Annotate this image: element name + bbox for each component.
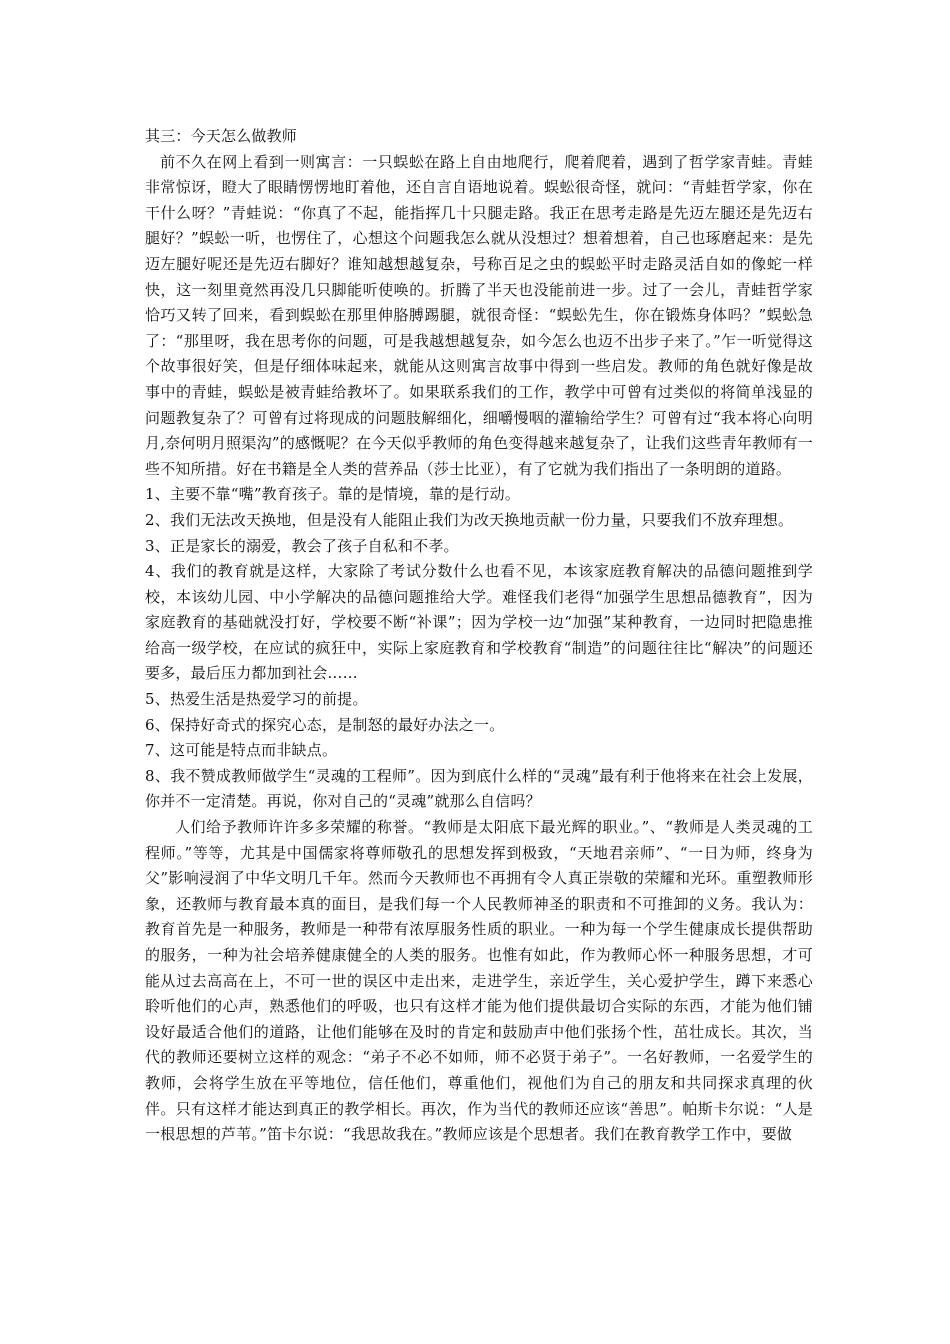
list-item: 1、主要不靠“嘴”教育孩子。靠的是情境，靠的是行动。 <box>145 485 521 504</box>
list-item: 7、这可能是特点而非缺点。 <box>145 741 338 760</box>
document-body <box>145 124 813 1148</box>
list-item: 8、我不赞成教师做学生“灵魂的工程师”。因为到底什么样的“灵魂”最有利于他将来在社会上发展，你并不一定清楚。再说，你对自己的“灵魂”就那么自信吗？ <box>145 766 813 811</box>
section-heading: 其三：今天怎么做教师 <box>145 127 298 145</box>
list-item: 4、我们的教育就是这样，大家除了考试分数什么也看不见，本该家庭教育解决的品德问题推到学校，本该幼儿园、中小学解决的品德问题推给大学。难怪我们老得“加强学生思想品德教育”，因为家庭教育的基础就没打好，学校要不断“补课”；因为学校一边“加强”某种教育，一边同时把隐患推给高一级学校，在应试的疯狂中，实际上家庭教育和学校教育“制造”的问题往往比“解决”的问题还要多，最后压力都加到社会…… <box>145 562 813 683</box>
list-item: 5、热爱生活是热爱学习的前提。 <box>145 690 368 709</box>
list-item: 3、正是家长的溺爱，教会了孩子自私和不孝。 <box>145 536 459 555</box>
intro-paragraph: 前不久在网上看到一则寓言：一只蜈蚣在路上自由地爬行，爬着爬着，遇到了哲学家青蛙。青蛙非常惊讶，瞪大了眼睛愣愣地盯着他，还自言自语地说着。蜈蚣很奇怪，就问：“青蛙哲学家，你在干什么呀？”青蛙说：“你真了不起，能指挥几十只腿走路。我正在思考走路是先迈左腿还是先迈右腿好？”蜈蚣一听，也愣住了，心想这个问题我怎么就从没想过？想着想着，自己也琢磨起来：是先迈左腿好呢还是先迈右脚好？谁知越想越复杂，号称百足之虫的蜈蚣平时走路灵活自如的像蛇一样快，这一刻里竟然再没几只脚能听使唤的。折腾了半天也没能前进一步。过了一会儿，青蛙哲学家恰巧又转了回来，看到蜈蚣在那里伸胳膊踢腿，就很奇怪：“蜈蚣先生，你在锻炼身体吗？”蜈蚣急了：“那里呀，我在思考你的问题，可是我越想越复杂，如今怎么也迈不出步子来了。”乍一听觉得这个故事很好笑，但是仔细体味起来，就能从这则寓言故事中得到一些启发。教师的角色就好像是故事中的青蛙，蜈蚣是被青蛙给教坏了。如果联系我们的工作，教学中可曾有过类似的将简单浅显的问题教复杂了？可曾有过将现成的问题肢解细化，细嚼慢咽的灌输给学生？可曾有过“我本将心向明月,奈何明月照渠沟”的感慨呢？在今天似乎教师的角色变得越来越复杂了，让我们这些青年教师有一些不知所措。好在书籍是全人类的营养品（莎士比亚），有了它就为我们指出了一条明朗的道路。 <box>145 152 813 478</box>
closing-paragraph: 人们给予教师许许多多荣耀的称誉。“教师是太阳底下最光辉的职业。”、“教师是人类灵魂的工程师。”等等，尤其是中国儒家将尊师敬孔的思想发挥到极致，“天地君亲师”、“一日为师，终身为父”影响浸润了中华文明几千年。然而今天教师也不再拥有令人真正崇敬的荣耀和光环。重塑教师形象，还教师与教育最本真的面目，是我们每一个人民教师神圣的职责和不可推卸的义务。我认为：教育首先是一种服务，教师是一种带有浓厚服务性质的职业。一种为每一个学生健康成长提供帮助的服务，一种为社会培养健康健全的人类的服务。也惟有如此，作为教师心怀一种服务思想，才可能从过去高高在上，不可一世的误区中走出来，走进学生，亲近学生，关心爱护学生，蹲下来悉心聆听他们的心声，熟悉他们的呼吸，也只有这样才能为他们提供最切合实际的东西，才能为他们铺设好最适合他们的道路，让他们能够在及时的肯定和鼓励声中他们张扬个性，茁壮成长。其次，当代的教师还要树立这样的观念：“弟子不必不如师，师不必贤于弟子”。一名好教师，一名爱学生的教师，会将学生放在平等地位，信任他们，尊重他们，视他们为自己的朋友和共同探求真理的伙伴。只有这样才能达到真正的教学相长。再次，作为当代的教师还应该“善思”。帕斯卡尔说：“人是一根思想的芦苇。”笛卡尔说：“我思故我在。”教师应该是个思想者。我们在教育教学工作中，要做 <box>145 818 813 1144</box>
list-item: 6、保持好奇式的探究心态，是制怒的最好办法之一。 <box>145 715 505 734</box>
list-item: 2、我们无法改天换地，但是没有人能阻止我们为改天换地贡献一份力量，只要我们不放弃理想。 <box>145 510 794 529</box>
